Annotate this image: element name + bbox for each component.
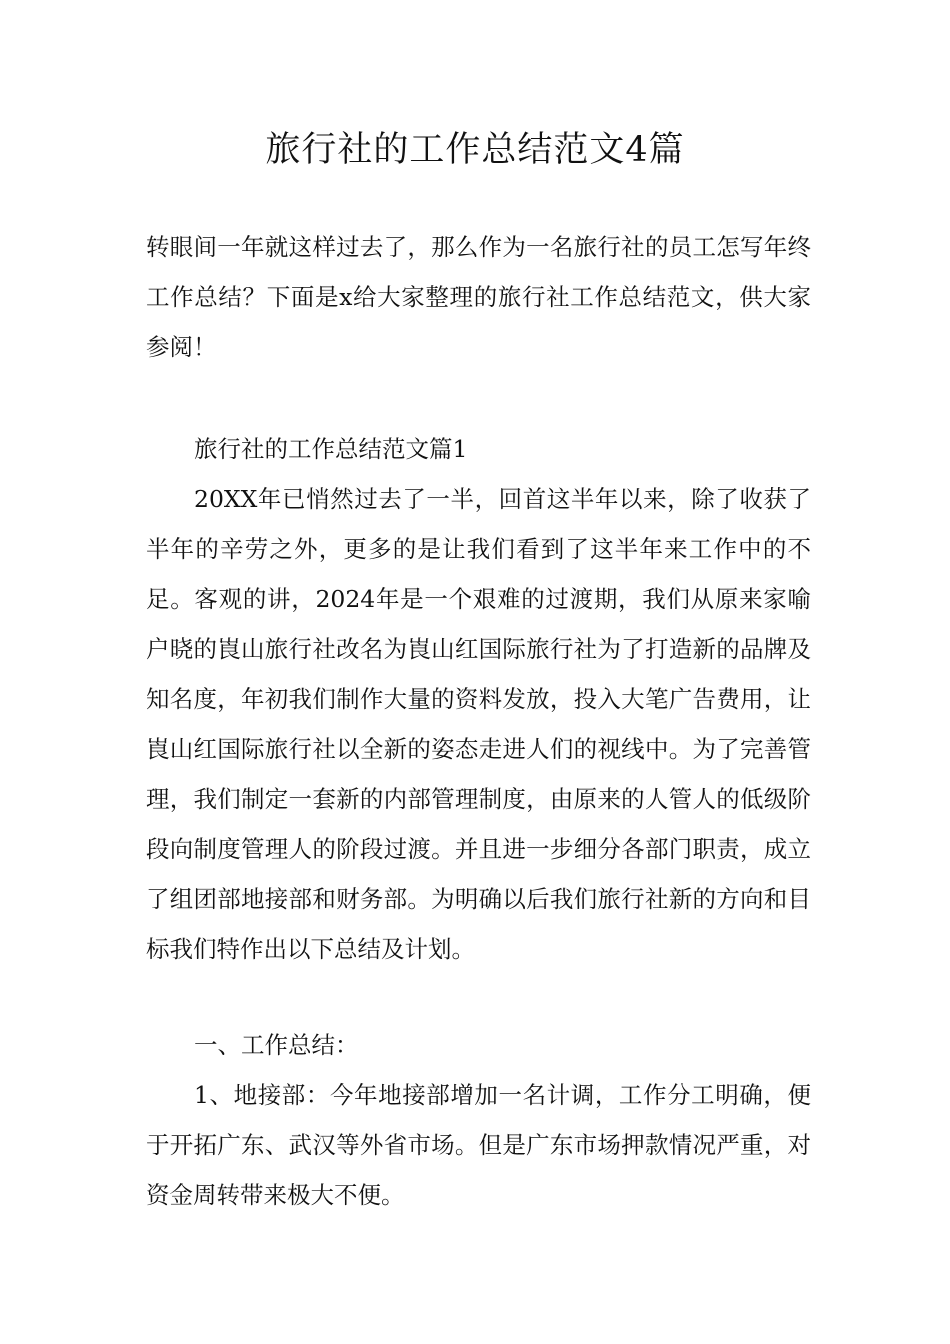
subheading: 一、工作总结： xyxy=(194,1031,359,1059)
intro-paragraph: 转眼间一年就这样过去了，那么作为一名旅行社的员工怎写年终工作总结？下面是x给大家整理的旅行社工作总结范文，供大家参阅！ xyxy=(146,233,811,361)
section-heading: 旅行社的工作总结范文篇1 xyxy=(194,435,468,463)
document-title: 旅行社的工作总结范文4篇 xyxy=(265,130,685,170)
list-item: 1、地接部：今年地接部增加一名计调，工作分工明确，便于开拓广东、武汉等外省市场。但是广东市场押款情况严重，对资金周转带来极大不便。 xyxy=(146,1081,811,1209)
body-paragraph: 20XX年已悄然过去了一半，回首这半年以来，除了收获了半年的辛劳之外，更多的是让我们看到了这半年来工作中的不足。客观的讲，2024年是一个艰难的过渡期，我们从原来家喻户晓的崀山旅行社改名为崀山红国际旅行社为了打造新的品牌及知名度，年初我们制作大量的资料发放，投入大笔广告费用，让崀山红国际旅行社以全新的姿态走进人们的视线中。为了完善管理，我们制定一套新的内部管理制度，由原来的人管人的低级阶段向制度管理人的阶段过渡。并且进一步细分各部门职责，成立了组团部地接部和财务部。为明确以后我们旅行社新的方向和目标我们特作出以下总结及计划。 xyxy=(146,485,811,963)
